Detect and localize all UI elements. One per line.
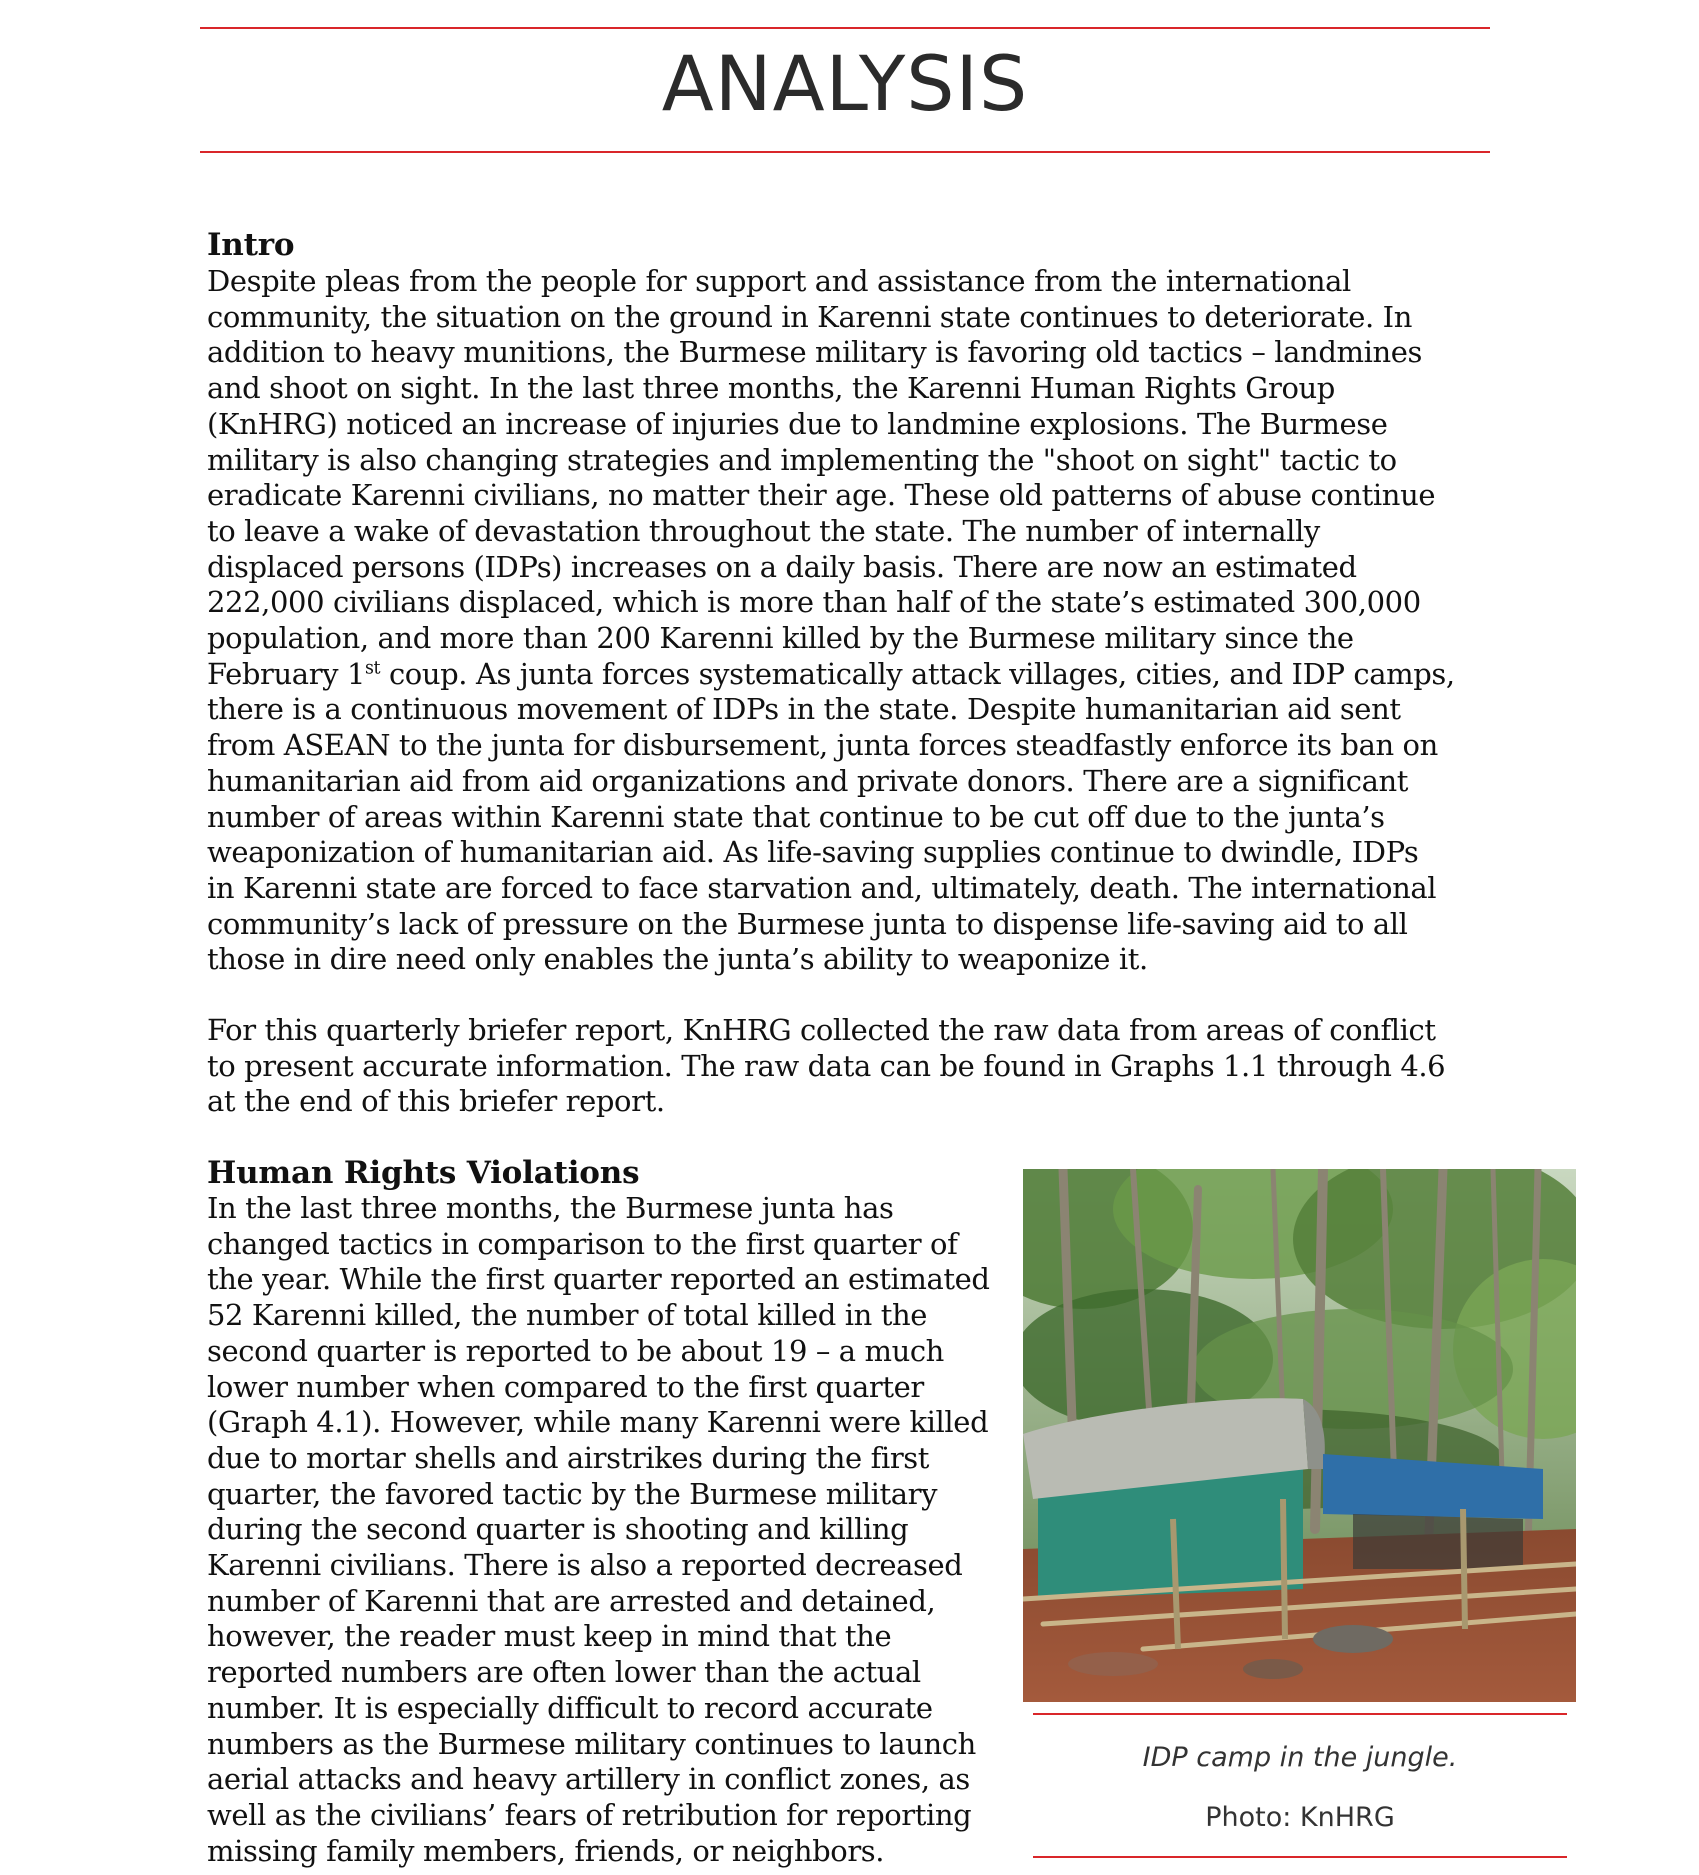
violations-line: number of Karenni that are arrested and detained, [207, 1583, 936, 1618]
violations-line: second quarter is reported to be about 19 – a much [207, 1333, 944, 1368]
violations-paragraph [207, 1191, 1017, 1869]
intro-line: weaponization of humanitarian aid. As life-saving supplies continue to dwindle, IDPs [207, 835, 1419, 870]
violations-line: quarter, the favored tactic by the Burmese military [207, 1476, 938, 1511]
violations-line: number. It is especially difficult to record accurate [207, 1690, 933, 1725]
intro-line: population, and more than 200 Karenni killed by the Burmese military since the [207, 621, 1354, 656]
ordinal-suffix: st [365, 658, 381, 679]
violations-line: during the second quarter is shooting and killing [207, 1512, 909, 1547]
violations-line: well as the civilians’ fears of retribution for reporting [207, 1797, 972, 1832]
intro-line: humanitarian aid from aid organizations and private donors. There are a significant [207, 763, 1408, 798]
intro-line: military is also changing strategies and implementing the "shoot on sight" tactic to [207, 442, 1397, 477]
intro-line-coup [207, 657, 1507, 693]
jungle-camp-illustration [1023, 1169, 1576, 1702]
photo-caption: IDP camp in the jungle. [1142, 1742, 1458, 1773]
violations-line: missing family members, friends, or neighbors. [207, 1833, 885, 1868]
violations-line: due to mortar shells and airstrikes during the first [207, 1440, 930, 1475]
intro-line: displaced persons (IDPs) increases on a daily basis. There are now an estimated [207, 549, 1357, 584]
violations-line: aerial attacks and heavy artillery in conflict zones, as [207, 1762, 970, 1797]
violations-line: Karenni civilians. There is also a reported decreased [207, 1548, 963, 1583]
intro-line: to leave a wake of devastation throughout the state. The number of internally [207, 513, 1320, 548]
idp-camp-photo [1023, 1169, 1576, 1702]
violations-line: reported numbers are often lower than the actual [207, 1655, 921, 1690]
briefer-paragraph [207, 1013, 1507, 1120]
violations-line: In the last three months, the Burmese junta has [207, 1191, 894, 1225]
intro-paragraph [207, 264, 1507, 978]
intro-line: community’s lack of pressure on the Burmese junta to dispense life-saving aid to all [207, 906, 1408, 941]
intro-line: and shoot on sight. In the last three months, the Karenni Human Rights Group [207, 371, 1335, 406]
intro-line: number of areas within Karenni state that continue to be cut off due to the junta’s [207, 799, 1385, 834]
intro-line: from ASEAN to the junta for disbursement, junta forces steadfastly enforce its ban on [207, 728, 1438, 763]
intro-heading: Intro [207, 227, 295, 263]
briefer-line: at the end of this briefer report. [207, 1084, 665, 1119]
date-text: February 1 [207, 656, 366, 691]
intro-line: 222,000 civilians displaced, which is more than half of the state’s estimated 300,000 [207, 585, 1421, 620]
intro-line: (KnHRG) noticed an increase of injuries due to landmine explosions. The Burmese [207, 406, 1388, 441]
intro-line: eradicate Karenni civilians, no matter their age. These old patterns of abuse continue [207, 478, 1436, 513]
violations-line: the year. While the first quarter reported an estimated [207, 1262, 990, 1297]
coup-text: coup. As junta forces systematically attack villages, cities, and IDP camps, [380, 656, 1455, 691]
violations-line: changed tactics in comparison to the first quarter of [207, 1226, 958, 1261]
title-top-rule [200, 27, 1490, 29]
intro-line: there is a continuous movement of IDPs in the state. Despite humanitarian aid sent [207, 692, 1401, 727]
violations-line: (Graph 4.1). However, while many Karenni were killed [207, 1405, 989, 1440]
violations-line: lower number when compared to the first quarter [207, 1369, 924, 1404]
title-bottom-rule [200, 151, 1490, 153]
intro-line: in Karenni state are forced to face starvation and, ultimately, death. The international [207, 870, 1437, 905]
briefer-line: to present accurate information. The raw data can be found in Graphs 1.1 through 4.6 [207, 1048, 1446, 1083]
caption-top-rule [1033, 1713, 1567, 1715]
violations-line: 52 Karenni killed, the number of total killed in the [207, 1298, 928, 1333]
briefer-line: For this quarterly briefer report, KnHRG collected the raw data from areas of conflict [207, 1013, 1436, 1047]
intro-line: addition to heavy munitions, the Burmese military is favoring old tactics – landmines [207, 335, 1422, 370]
violations-heading: Human Rights Violations [207, 1155, 640, 1191]
intro-line: those in dire need only enables the junta’s ability to weaponize it. [207, 942, 1148, 977]
intro-line: Despite pleas from the people for support and assistance from the international [207, 264, 1351, 298]
page-title: ANALYSIS [661, 39, 1029, 128]
intro-line: community, the situation on the ground in Karenni state continues to deteriorate. In [207, 299, 1413, 334]
photo-credit: Photo: KnHRG [1205, 1802, 1395, 1833]
caption-bottom-rule [1033, 1856, 1567, 1858]
violations-line: numbers as the Burmese military continues to launch [207, 1726, 976, 1761]
violations-line: however, the reader must keep in mind that the [207, 1619, 892, 1654]
